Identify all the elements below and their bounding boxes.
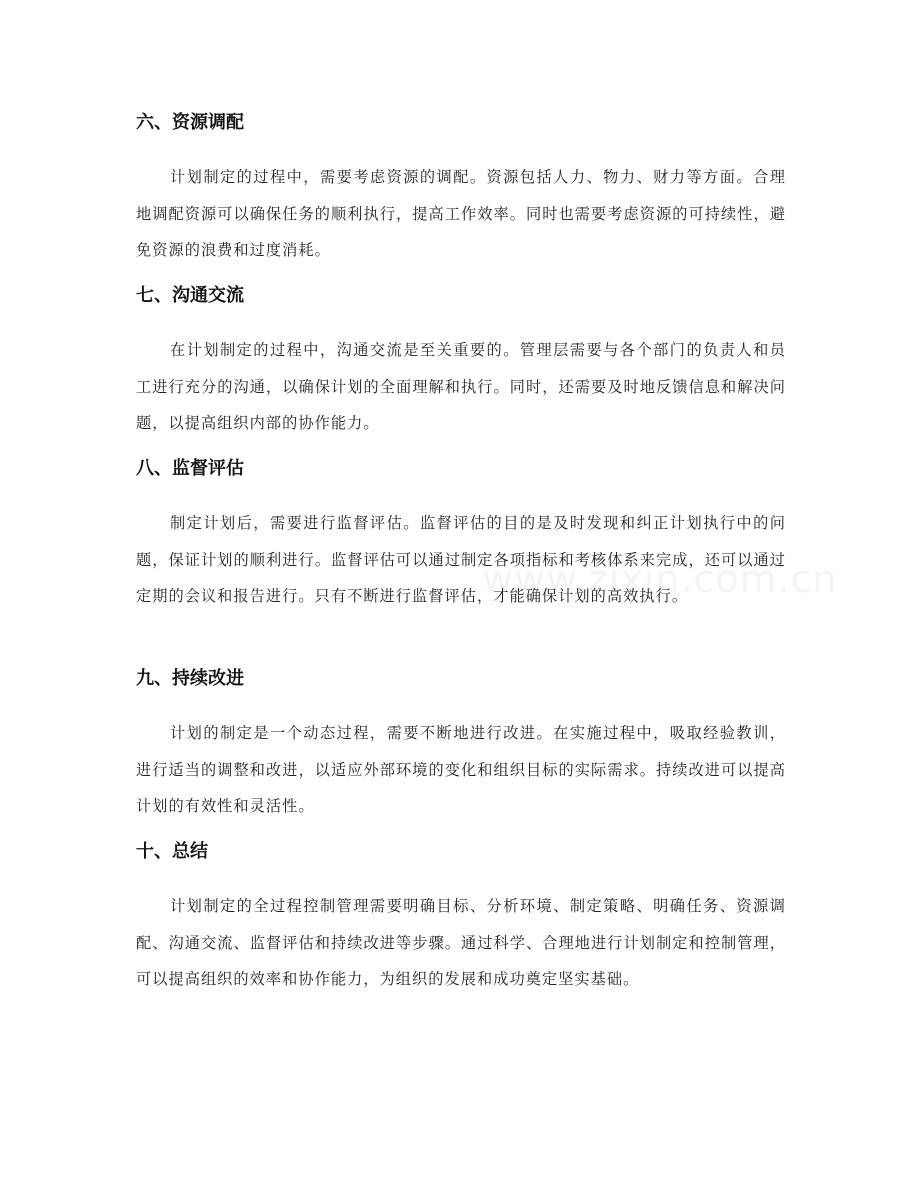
- section-heading: 十、总结: [136, 841, 208, 862]
- section-paragraph: 制定计划后，需要进行监督评估。监督评估的目的是及时发现和纠正计划执行中的问题，保证计划的顺利进行。监督评估可以通过制定各项指标和考核体系来完成，还可以通过定期的会议和报告进行。只有不断进行监督评估，才能确保计划的高效执行。: [136, 514, 786, 605]
- watermark: www.zixin.com.cn: [482, 557, 838, 601]
- section-heading: 九、持续改进: [136, 668, 244, 689]
- section-communication: [136, 284, 786, 442]
- section-continuous-improvement: [136, 667, 786, 825]
- section-heading: 七、沟通交流: [136, 285, 244, 306]
- section-paragraph: 计划制定的过程中，需要考虑资源的调配。资源包括人力、物力、财力等方面。合理地调配资源可以确保任务的顺利执行，提高工作效率。同时也需要考虑资源的可持续性，避免资源的浪费和过度消耗。: [136, 168, 786, 259]
- section-paragraph: 计划制定的全过程控制管理需要明确目标、分析环境、制定策略、明确任务、资源调配、沟通交流、监督评估和持续改进等步骤。通过科学、合理地进行计划制定和控制管理，可以提高组织的效率和协作能力，为组织的发展和成功奠定坚实基础。: [136, 897, 786, 988]
- section-heading: 八、监督评估: [136, 458, 244, 479]
- section-paragraph: 计划的制定是一个动态过程，需要不断地进行改进。在实施过程中，吸取经验教训，进行适当的调整和改进，以适应外部环境的变化和组织目标的实际需求。持续改进可以提高计划的有效性和灵活性。: [136, 724, 786, 815]
- section-supervision-evaluation: [136, 457, 786, 615]
- section-paragraph: 在计划制定的过程中，沟通交流是至关重要的。管理层需要与各个部门的负责人和员工进行充分的沟通，以确保计划的全面理解和执行。同时，还需要及时地反馈信息和解决问题，以提高组织内部的协作能力。: [136, 341, 786, 432]
- section-heading: 六、资源调配: [136, 112, 244, 133]
- section-resource-allocation: [136, 111, 786, 269]
- section-summary: [136, 840, 786, 998]
